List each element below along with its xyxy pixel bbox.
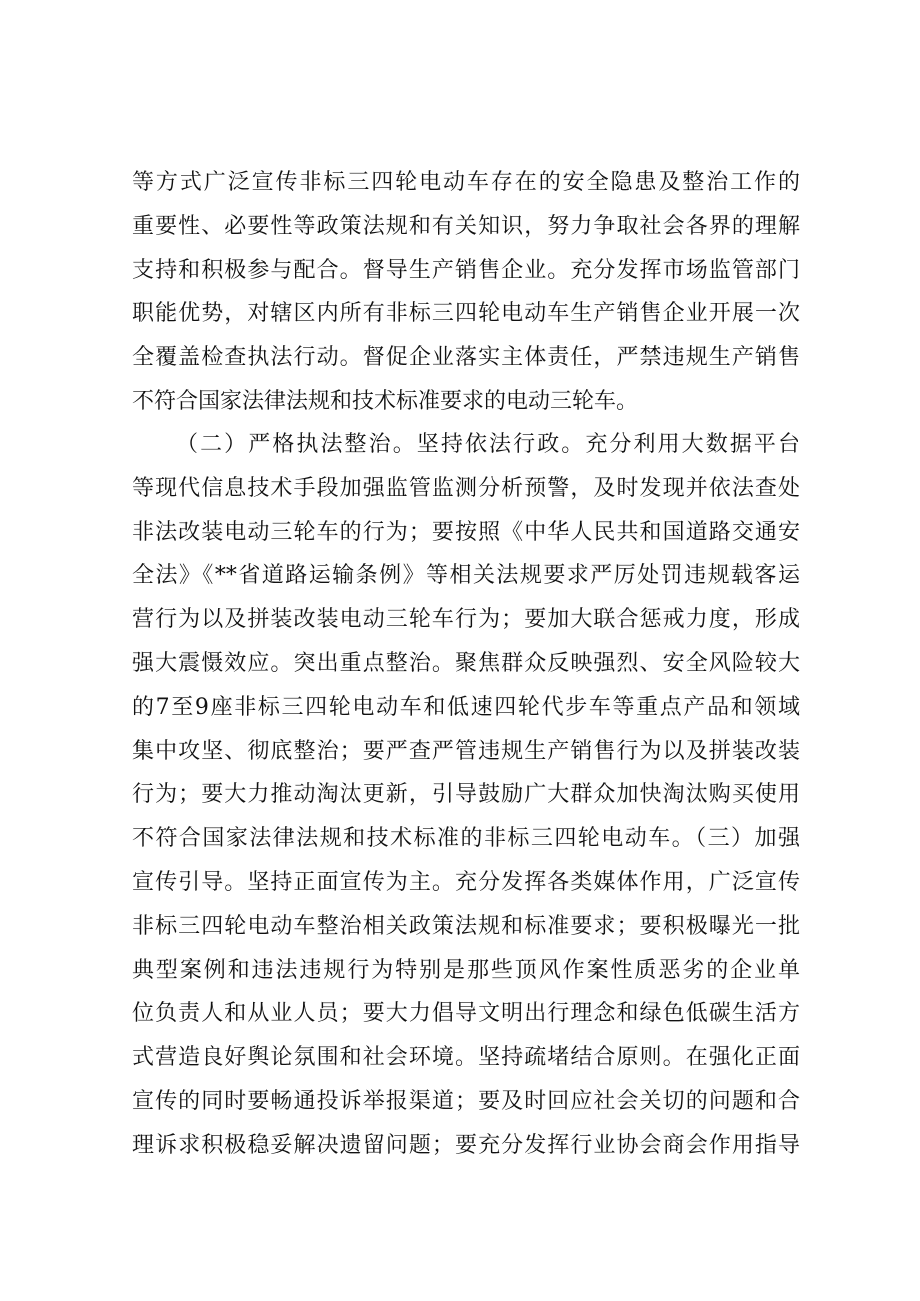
paragraph-enforcement bbox=[132, 423, 800, 1168]
text-line: 等方式广泛宣传非标三四轮电动车存在的安全隐患及整治工作的 bbox=[132, 170, 800, 195]
text-line: 等现代信息技术手段加强监管监测分析预警，及时发现并依法查处 bbox=[132, 475, 800, 501]
text-line-indented: （二）严格执法整治。坚持依法行政。充分利用大数据平台 bbox=[176, 432, 800, 457]
text-line: 理诉求积极稳妥解决遗留问题；要充分发挥行业协会商会作用指导 bbox=[132, 1132, 800, 1158]
text-line: 位负责人和从业人员；要大力倡导文明出行理念和绿色低碳生活方 bbox=[132, 1001, 800, 1027]
text-line: 宣传的同时要畅通投诉举报渠道；要及时回应社会关切的问题和合 bbox=[132, 1088, 800, 1114]
text-line: 集中攻坚、彻底整治；要严查严管违规生产销售行为以及拼装改装 bbox=[132, 738, 800, 764]
text-line: 全法》《**省道路运输条例》等相关法规要求严厉处罚违规载客运 bbox=[132, 563, 800, 589]
text-line: 营行为以及拼装改装电动三轮车行为；要加大联合惩戒力度，形成 bbox=[132, 607, 800, 633]
text-line: 全覆盖检查执法行动。督促企业落实主体责任，严禁违规生产销售 bbox=[132, 345, 800, 371]
text-line: 宣传引导。坚持正面宣传为主。充分发挥各类媒体作用，广泛宣传 bbox=[132, 869, 800, 895]
text-line: 支持和积极参与配合。督导生产销售企业。充分发挥市场监管部门 bbox=[132, 257, 800, 283]
text-line: 重要性、必要性等政策法规和有关知识，努力争取社会各界的理解 bbox=[132, 213, 800, 239]
text-line: 典型案例和违法违规行为特别是那些顶风作案性质恶劣的企业单 bbox=[132, 957, 800, 983]
text-line: 职能优势，对辖区内所有非标三四轮电动车生产销售企业开展一次 bbox=[132, 301, 800, 327]
paragraph-publicity-continued bbox=[132, 161, 800, 424]
text-line: 非标三四轮电动车整治相关政策法规和标准要求；要积极曝光一批 bbox=[132, 913, 800, 939]
text-line: 非法改装电动三轮车的行为；要按照《中华人民共和国道路交通安 bbox=[132, 519, 800, 545]
text-line: 式营造良好舆论氛围和社会环境。坚持疏堵结合原则。在强化正面 bbox=[132, 1045, 800, 1071]
text-line: 不符合国家法律法规和技术标准的非标三四轮电动车。（三）加强 bbox=[132, 826, 800, 852]
text-line: 强大震慑效应。突出重点整治。聚焦群众反映强烈、安全风险较大 bbox=[132, 650, 800, 676]
text-line: 不符合国家法律法规和技术标准要求的电动三轮车。 bbox=[132, 388, 639, 414]
text-line: 行为；要大力推动淘汰更新，引导鼓励广大群众加快淘汰购买使用 bbox=[132, 782, 800, 808]
text-line: 的7至9座非标三四轮电动车和低速四轮代步车等重点产品和领域 bbox=[132, 694, 800, 720]
